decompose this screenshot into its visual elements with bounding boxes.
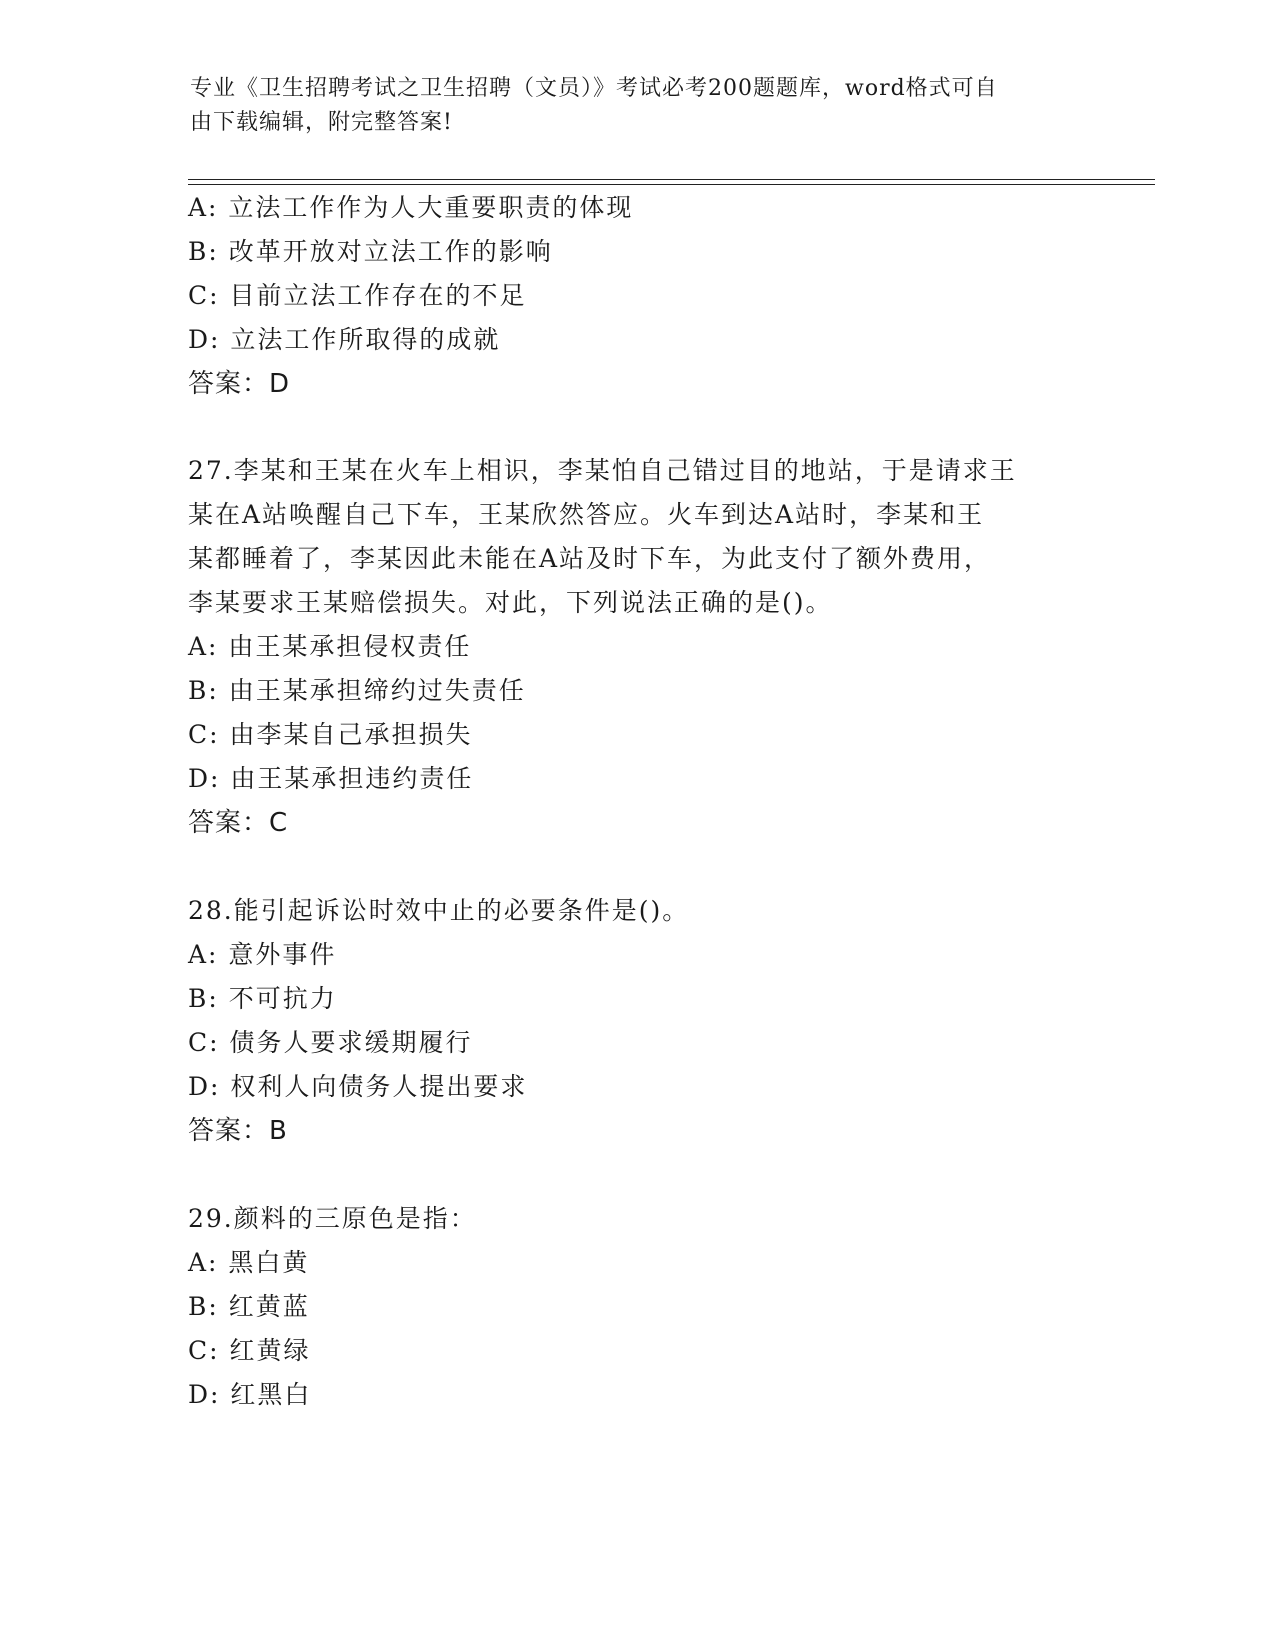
q29-option-d: D: 红黑白 — [188, 1380, 312, 1409]
q26-option-b: B: 改革开放对立法工作的影响 — [188, 237, 553, 266]
q29-stem-line-1: 29.颜料的三原色是指： — [188, 1204, 477, 1233]
q27-stem-line-2: 某在A站唤醒自己下车，王某欣然答应。火车到达A站时，李某和王 — [188, 500, 985, 529]
q27-option-a: A: 由王某承担侵权责任 — [188, 632, 472, 661]
q27-answer: 答案：C — [188, 808, 289, 838]
q28-stem-line-1: 28.能引起诉讼时效中止的必要条件是()。 — [188, 896, 690, 925]
q28-option-d: D: 权利人向债务人提出要求 — [188, 1072, 528, 1101]
q26-option-a: A: 立法工作作为人大重要职责的体现 — [188, 193, 634, 222]
q28-answer: 答案：B — [188, 1116, 288, 1146]
header-line-2: 由下载编辑，附完整答案! — [190, 110, 453, 135]
header-divider-bottom — [188, 184, 1155, 185]
q26-option-d: D: 立法工作所取得的成就 — [188, 325, 501, 354]
q27-option-d: D: 由王某承担违约责任 — [188, 764, 474, 793]
header-line-1: 专业《卫生招聘考试之卫生招聘（文员）》考试必考200题题库，word格式可自 — [190, 76, 998, 101]
header-divider-top — [188, 179, 1155, 180]
q27-stem-line-4: 李某要求王某赔偿损失。对此，下列说法正确的是()。 — [188, 588, 833, 617]
q27-option-b: B: 由王某承担缔约过失责任 — [188, 676, 526, 705]
q27-option-c: C: 由李某自己承担损失 — [188, 720, 473, 749]
q27-stem-line-1: 27.李某和王某在火车上相识，李某怕自己错过目的地站，于是请求王 — [188, 456, 1017, 485]
q28-option-a: A: 意外事件 — [188, 940, 337, 969]
q26-answer: 答案：D — [188, 369, 291, 399]
q26-option-c: C: 目前立法工作存在的不足 — [188, 281, 527, 310]
q28-option-c: C: 债务人要求缓期履行 — [188, 1028, 473, 1057]
document-header — [190, 72, 1090, 140]
q28-option-b: B: 不可抗力 — [188, 984, 337, 1013]
q29-option-a: A: 黑白黄 — [188, 1248, 310, 1277]
q29-option-c: C: 红黄绿 — [188, 1336, 311, 1365]
q29-option-b: B: 红黄蓝 — [188, 1292, 310, 1321]
q27-stem-line-3: 某都睡着了，李某因此未能在A站及时下车，为此支付了额外费用， — [188, 544, 992, 573]
